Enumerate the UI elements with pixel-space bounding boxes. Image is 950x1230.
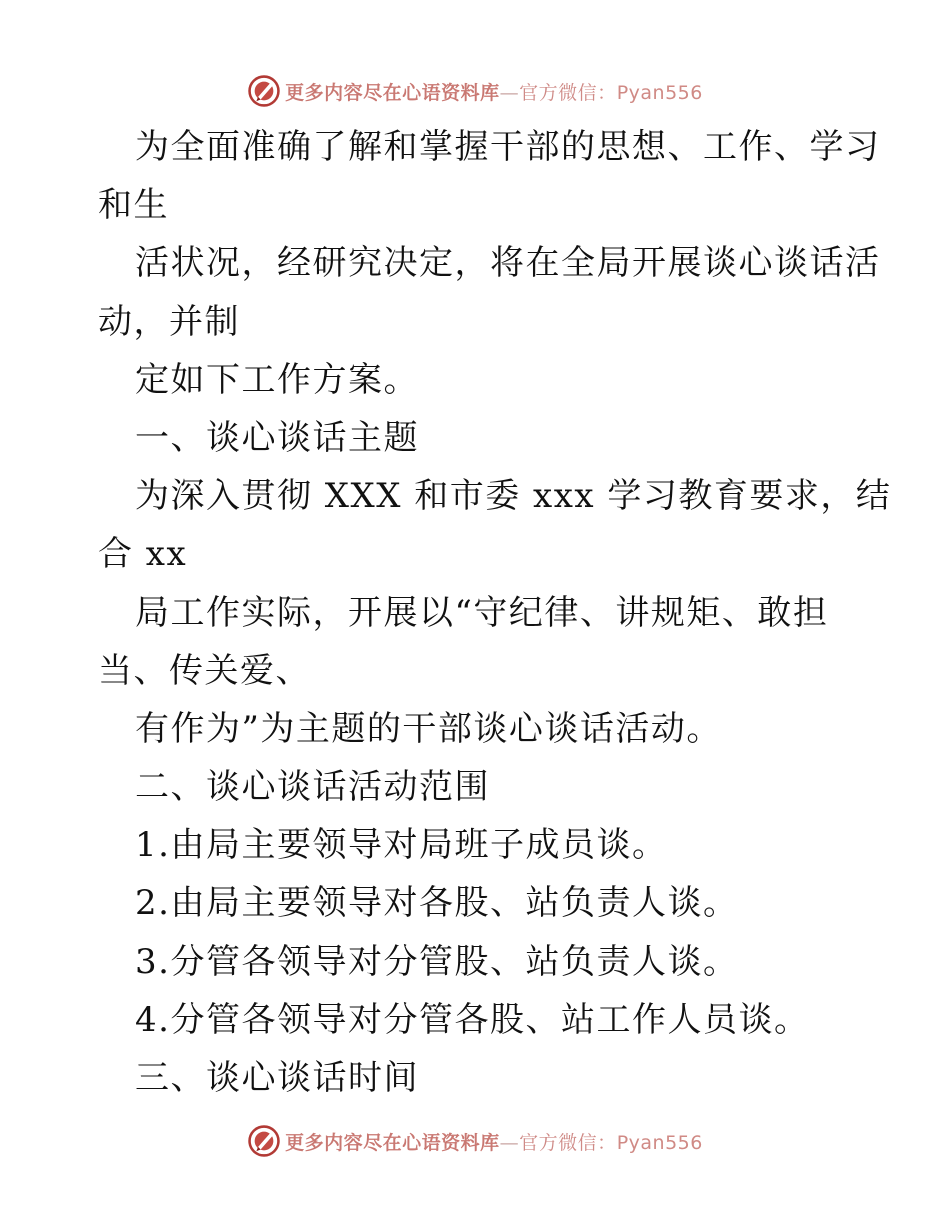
body-line: 合 xx [98,534,188,575]
body-line: 为全面准确了解和掌握干部的思想、工作、学习 [135,127,881,167]
watermark-wechat-id: Pyan556 [616,1131,703,1154]
section-heading: 二、谈心谈话活动范围 [135,767,490,808]
body-line: 当、传关爱、 [98,650,311,691]
list-item: 2.由局主要领导对各股、站负责人谈。 [135,883,739,924]
watermark-separator: — [499,1131,520,1154]
list-item: 4.分管各领导对分管各股、站工作人员谈。 [135,999,810,1040]
section-heading: 三、谈心谈话时间 [135,1058,419,1098]
watermark-wechat-id: Pyan556 [616,81,703,104]
watermark-wechat-label: 官方微信： [519,81,617,104]
list-item: 1.由局主要领导对局班子成员谈。 [135,825,668,866]
pen-logo-icon [247,1124,281,1158]
body-line: 为深入贯彻 XXX 和市委 xxx 学习教育要求，结 [135,476,892,517]
footer-watermark [0,1121,950,1161]
watermark-brand: 更多内容尽在心语资料库 [285,81,500,104]
body-line: 活状况，经研究决定，将在全局开展谈心谈话活 [135,243,881,284]
watermark-separator: — [499,81,520,104]
pen-logo-icon [247,74,281,108]
section-heading: 一、谈心谈话主题 [135,417,419,458]
watermark-wechat-label: 官方微信： [519,1131,617,1154]
list-item: 3.分管各领导对分管股、站负责人谈。 [135,941,739,982]
body-line: 定如下工作方案。 [135,359,419,400]
body-line: 动，并制 [98,301,240,342]
header-watermark [0,71,950,111]
watermark-brand: 更多内容尽在心语资料库 [285,1131,500,1154]
body-line: 局工作实际，开展以“守纪律、讲规矩、敢担 [135,592,829,633]
body-line: 和生 [98,185,169,226]
document-body [98,118,892,1107]
body-line: 有作为”为主题的干部谈心谈话活动。 [135,708,722,749]
